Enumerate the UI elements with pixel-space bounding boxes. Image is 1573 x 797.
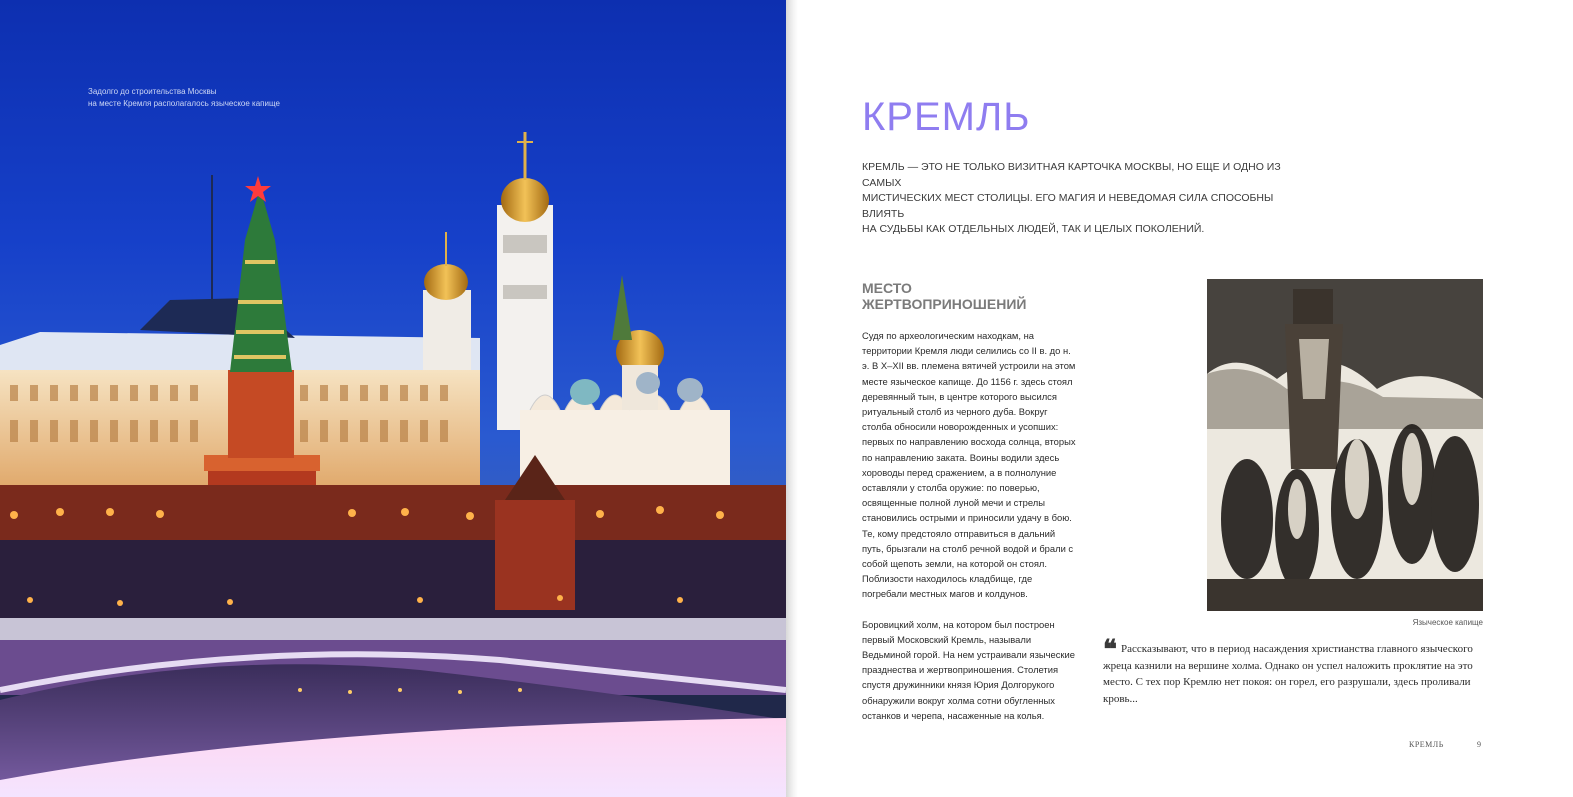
quote-mark-icon: ❝ [1103,635,1117,664]
pagan-shrine-drawing [1207,279,1483,611]
kremlin-skyline-illustration [0,0,786,797]
bell-tower [497,132,553,430]
quote-text: Рассказывают, что в период насаждения христианства главного языческого жреца казнили на вершине холма. Однако он успел наложить проклятие на это место. С тех пор Кремлю нет покоя: он горел, его разрушали, здесь проливали кровь... [1103,643,1473,705]
body-paragraph-2: Боровицкий холм, на котором был построен первый Московский Кремль, называли Ведьминой горой. На нем устраивали языческие празднества и жертвоприношения. Столетия спустя дружинники князя Юрия Долгорукого обнаружили вокруг холма сотни обугленных останков и черепа, насаженные на колья. [862,618,1075,721]
pull-quote [1103,635,1483,707]
running-title: КРЕМЛЬ [1409,740,1444,749]
photo-caption [88,86,348,110]
kremlin-night-photo [0,0,786,797]
church-tower [423,232,471,370]
photo-caption-line2: на месте Кремля располагалось языческое капище [88,99,280,108]
ink-sketch-illustration [1207,279,1483,611]
body-paragraph-1: Судя по археологическим находкам, на территории Кремля люди селились со II в. до н. э. В X–XII вв. племена вятичей устроили на этом месте языческое капище. До 1156 г. здесь стоял деревянный тын, в центре которого высился ритуальный столб из черного дуба. Вокруг столба обносили новорожденных и усопших: первых по направлению восхода солнца, вторых по направлению заката. Воины водили здесь хороводы перед сражением, а в полнолуние оставляли у столба оружие: по поверью, освященные полной луной мечи и стрелы становились острыми и приносили удачу в бою. Те, кому предстояло отправиться в дальний путь, брызгали на столб речной водой и брали с собой щепоть земли, на которой он стоял. Поблизости находилось кладбище, где погребали местных магов и колдунов. [862,330,1076,600]
figure-caption: Языческое капище [1412,618,1483,627]
chapter-lead [862,160,1282,238]
lead-line2: МИСТИЧЕСКИХ МЕСТ СТОЛИЦЫ. ЕГО МАГИЯ И НЕВЕДОМАЯ СИЛА СПОСОБНЫ ВЛИЯТЬ [862,192,1274,220]
book-gutter [786,0,798,797]
photo-caption-line1: Задолго до строительства Москвы [88,87,217,96]
page-number: 9 [1477,740,1481,749]
section-title [862,280,1062,312]
chapter-title: КРЕМЛЬ [862,95,1031,139]
section-title-line1: МЕСТО [862,280,912,296]
body-text-column [862,328,1076,738]
section-title-line2: ЖЕРТВОПРИНОШЕНИЙ [862,296,1027,312]
lead-line3: НА СУДЬБЫ КАК ОТДЕЛЬНЫХ ЛЮДЕЙ, ТАК И ЦЕЛЫХ ПОКОЛЕНИЙ. [862,223,1205,235]
lead-line1: КРЕМЛЬ — ЭТО НЕ ТОЛЬКО ВИЗИТНАЯ КАРТОЧКА МОСКВЫ, НО ЕЩЕ И ОДНО ИЗ САМЫХ [862,161,1281,189]
